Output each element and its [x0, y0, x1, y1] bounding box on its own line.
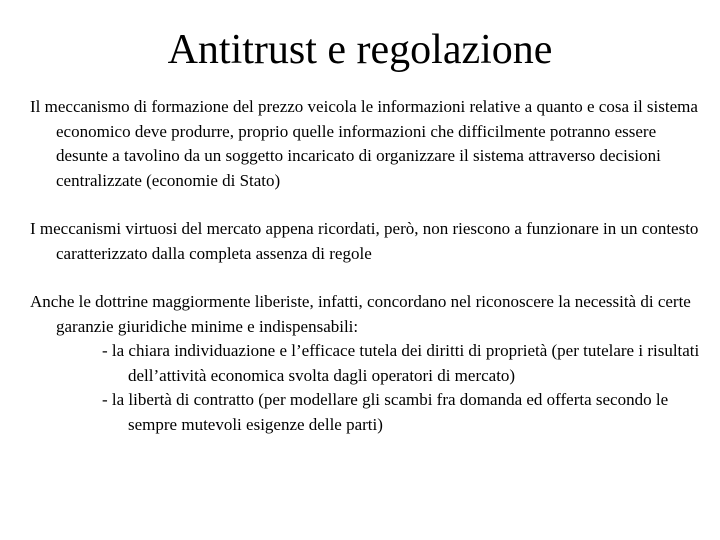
paragraph-market-rules: I meccanismi virtuosi del mercato appena ricordati, però, non riescono a funzionare in un contesto caratterizzato dalla completa assenza di regole — [30, 219, 699, 263]
slide-title: Antitrust e regolazione — [167, 27, 553, 73]
slide-body — [30, 95, 702, 437]
paragraph-legal-guarantees-text: Anche le dottrine maggiormente liberiste, infatti, concordano nel riconoscere la necessità di certe garanzie giuridiche minime e indispensabili: — [30, 292, 691, 336]
paragraph-price-mechanism: Il meccanismo di formazione del prezzo veicola le informazioni relative a quanto e cosa il sistema economico deve produrre, proprio quelle informazioni che difficilmente potranno essere desunte a tavolino da un soggetto incaricato di organizzare il sistema attraverso decisioni centralizzate (economie di Stato) — [30, 97, 698, 190]
paragraph-legal-guarantees — [30, 290, 702, 437]
sub-item-property-rights: - la chiara individuazione e l’efficace tutela dei diritti di proprietà (per tutelare i risultati dell’attività economica svolta dagli operatori di mercato) — [102, 341, 700, 385]
sub-item-contract-freedom: - la libertà di contratto (per modellare gli scambi fra domanda ed offerta secondo le sempre mutevoli esigenze delle parti) — [102, 390, 669, 434]
